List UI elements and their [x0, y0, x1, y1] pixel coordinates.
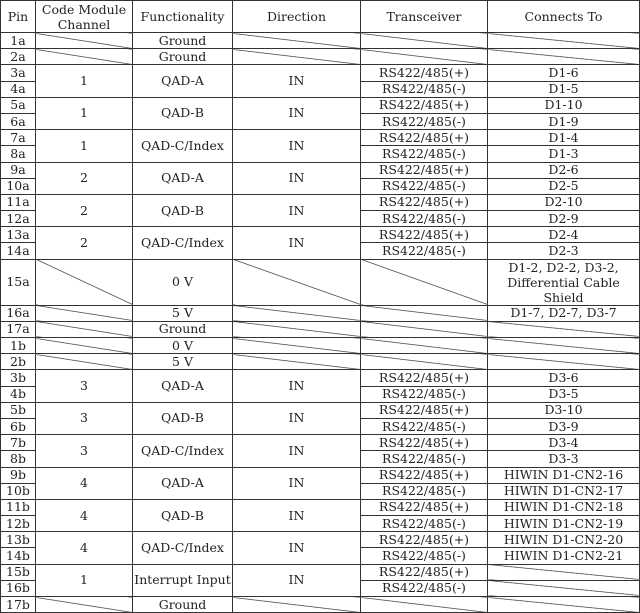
pin-cell: 8a [1, 146, 36, 162]
transceiver-cell: RS422/485(+) [361, 402, 488, 418]
table-row [1, 564, 640, 580]
channel-cell: 1 [36, 564, 133, 596]
direction-cell: IN [233, 65, 361, 97]
transceiver-cell-empty [361, 49, 488, 65]
transceiver-cell-empty [361, 305, 488, 321]
connects-to-cell: D1-10 [488, 97, 640, 113]
channel-cell: 4 [36, 499, 133, 531]
functionality-cell: Ground [133, 597, 233, 613]
direction-cell-empty [233, 305, 361, 321]
connects-to-cell: D1-3 [488, 146, 640, 162]
functionality-cell: Ground [133, 321, 233, 337]
pin-cell: 16a [1, 305, 36, 321]
connects-to-cell: D2-4 [488, 227, 640, 243]
pin-cell: 13b [1, 532, 36, 548]
table-row [1, 532, 640, 548]
connects-to-cell: D2-10 [488, 194, 640, 210]
transceiver-cell-empty [361, 259, 488, 305]
transceiver-cell: RS422/485(-) [361, 548, 488, 564]
pin-cell: 6a [1, 113, 36, 129]
pin-cell: 17b [1, 597, 36, 613]
channel-cell-empty [36, 338, 133, 354]
pin-cell: 9b [1, 467, 36, 483]
table-row [1, 49, 640, 65]
table-row [1, 97, 640, 113]
connects-to-cell: D2-3 [488, 243, 640, 259]
channel-cell: 3 [36, 435, 133, 467]
pin-cell: 4a [1, 81, 36, 97]
connects-to-cell-empty [488, 33, 640, 49]
transceiver-cell: RS422/485(-) [361, 146, 488, 162]
channel-cell-empty [36, 597, 133, 613]
connects-to-cell-empty [488, 338, 640, 354]
direction-cell: IN [233, 97, 361, 129]
table-row [1, 597, 640, 613]
channel-cell: 3 [36, 370, 133, 402]
channel-cell: 4 [36, 532, 133, 564]
pin-cell: 5a [1, 97, 36, 113]
connects-to-cell: D2-5 [488, 178, 640, 194]
pin-cell: 10b [1, 483, 36, 499]
pin-cell: 4b [1, 386, 36, 402]
pin-cell: 7a [1, 130, 36, 146]
functionality-cell: Ground [133, 33, 233, 49]
channel-cell-empty [36, 49, 133, 65]
transceiver-cell: RS422/485(+) [361, 564, 488, 580]
direction-cell: IN [233, 227, 361, 259]
connects-to-cell: HIWIN D1-CN2-19 [488, 516, 640, 532]
pin-cell: 3b [1, 370, 36, 386]
connects-to-cell: D3-9 [488, 418, 640, 434]
table-row [1, 305, 640, 321]
direction-cell: IN [233, 402, 361, 434]
direction-cell-empty [233, 33, 361, 49]
connects-to-cell: D1-6 [488, 65, 640, 81]
table-row [1, 259, 640, 305]
connects-to-cell: D3-5 [488, 386, 640, 402]
connects-to-cell-empty [488, 354, 640, 370]
transceiver-cell: RS422/485(-) [361, 243, 488, 259]
direction-cell-empty [233, 338, 361, 354]
channel-cell: 1 [36, 97, 133, 129]
pin-cell: 1a [1, 33, 36, 49]
transceiver-cell-empty [361, 354, 488, 370]
functionality-cell: QAD-B [133, 499, 233, 531]
functionality-cell: QAD-A [133, 162, 233, 194]
pin-cell: 13a [1, 227, 36, 243]
pin-cell: 17a [1, 321, 36, 337]
functionality-cell: QAD-C/Index [133, 435, 233, 467]
direction-cell: IN [233, 194, 361, 226]
pin-cell: 12b [1, 516, 36, 532]
channel-cell: 1 [36, 130, 133, 162]
pin-cell: 5b [1, 402, 36, 418]
table-row [1, 321, 640, 337]
table-row [1, 370, 640, 386]
transceiver-cell: RS422/485(-) [361, 483, 488, 499]
table-row [1, 162, 640, 178]
functionality-cell: Interrupt Input [133, 564, 233, 596]
transceiver-cell: RS422/485(+) [361, 435, 488, 451]
transceiver-cell: RS422/485(-) [361, 418, 488, 434]
transceiver-cell: RS422/485(+) [361, 467, 488, 483]
functionality-cell: 5 V [133, 305, 233, 321]
table-row [1, 354, 640, 370]
pin-cell: 2a [1, 49, 36, 65]
header-functionality: Functionality [133, 1, 233, 33]
pin-cell: 8b [1, 451, 36, 467]
functionality-cell: QAD-A [133, 65, 233, 97]
connects-to-cell: D3-3 [488, 451, 640, 467]
connects-to-cell: D3-10 [488, 402, 640, 418]
direction-cell: IN [233, 467, 361, 499]
functionality-cell: Ground [133, 49, 233, 65]
connects-to-cell-empty [488, 597, 640, 613]
channel-cell-empty [36, 305, 133, 321]
direction-cell: IN [233, 499, 361, 531]
pin-cell: 6b [1, 418, 36, 434]
channel-cell: 3 [36, 402, 133, 434]
pin-cell: 14a [1, 243, 36, 259]
pin-cell: 10a [1, 178, 36, 194]
connects-to-cell: HIWIN D1-CN2-16 [488, 467, 640, 483]
channel-cell-empty [36, 321, 133, 337]
table-row [1, 499, 640, 515]
functionality-cell: QAD-B [133, 97, 233, 129]
channel-cell-empty [36, 259, 133, 305]
functionality-cell: 5 V [133, 354, 233, 370]
pin-cell: 11a [1, 194, 36, 210]
transceiver-cell: RS422/485(+) [361, 532, 488, 548]
channel-cell: 2 [36, 194, 133, 226]
transceiver-cell: RS422/485(+) [361, 97, 488, 113]
channel-cell: 1 [36, 65, 133, 97]
connects-to-cell-empty [488, 49, 640, 65]
connects-to-cell-empty [488, 321, 640, 337]
functionality-cell: QAD-A [133, 467, 233, 499]
direction-cell: IN [233, 162, 361, 194]
table-row [1, 194, 640, 210]
table-row [1, 435, 640, 451]
connects-to-cell: D1-4 [488, 130, 640, 146]
transceiver-cell: RS422/485(+) [361, 130, 488, 146]
direction-cell-empty [233, 597, 361, 613]
connects-to-cell: D3-6 [488, 370, 640, 386]
channel-cell: 2 [36, 162, 133, 194]
connects-to-cell: D3-4 [488, 435, 640, 451]
functionality-cell: QAD-A [133, 370, 233, 402]
direction-cell: IN [233, 435, 361, 467]
transceiver-cell: RS422/485(-) [361, 113, 488, 129]
direction-cell: IN [233, 532, 361, 564]
connects-to-cell: HIWIN D1-CN2-20 [488, 532, 640, 548]
channel-cell-empty [36, 354, 133, 370]
direction-cell-empty [233, 259, 361, 305]
pin-cell: 3a [1, 65, 36, 81]
direction-cell: IN [233, 130, 361, 162]
connects-to-cell: HIWIN D1-CN2-17 [488, 483, 640, 499]
connects-to-cell: D2-9 [488, 211, 640, 227]
transceiver-cell: RS422/485(-) [361, 386, 488, 402]
transceiver-cell-empty [361, 321, 488, 337]
connects-to-cell-empty [488, 564, 640, 580]
channel-cell-empty [36, 33, 133, 49]
connects-to-cell: D2-6 [488, 162, 640, 178]
transceiver-cell-empty [361, 338, 488, 354]
header-direction: Direction [233, 1, 361, 33]
pin-cell: 2b [1, 354, 36, 370]
transceiver-cell: RS422/485(+) [361, 499, 488, 515]
functionality-cell: QAD-C/Index [133, 130, 233, 162]
header-transceiver: Transceiver [361, 1, 488, 33]
transceiver-cell: RS422/485(+) [361, 227, 488, 243]
connects-to-cell: D1-7, D2-7, D3-7 [488, 305, 640, 321]
direction-cell: IN [233, 370, 361, 402]
transceiver-cell: RS422/485(-) [361, 81, 488, 97]
functionality-cell: QAD-C/Index [133, 227, 233, 259]
channel-cell: 2 [36, 227, 133, 259]
pin-cell: 1b [1, 338, 36, 354]
header-connects-to: Connects To [488, 1, 640, 33]
transceiver-cell: RS422/485(-) [361, 451, 488, 467]
table-row [1, 130, 640, 146]
pin-cell: 14b [1, 548, 36, 564]
transceiver-cell: RS422/485(-) [361, 516, 488, 532]
connects-to-cell: HIWIN D1-CN2-21 [488, 548, 640, 564]
table-row [1, 33, 640, 49]
transceiver-cell: RS422/485(+) [361, 65, 488, 81]
functionality-cell: 0 V [133, 338, 233, 354]
connects-to-cell-empty [488, 580, 640, 596]
table-row [1, 227, 640, 243]
functionality-cell: QAD-C/Index [133, 532, 233, 564]
connects-to-cell: D1-9 [488, 113, 640, 129]
header-channel: Code Module Channel [36, 1, 133, 33]
connects-to-cell: HIWIN D1-CN2-18 [488, 499, 640, 515]
functionality-cell: 0 V [133, 259, 233, 305]
direction-cell: IN [233, 564, 361, 596]
functionality-cell: QAD-B [133, 194, 233, 226]
header-row [1, 1, 640, 33]
channel-cell: 4 [36, 467, 133, 499]
pin-cell: 7b [1, 435, 36, 451]
direction-cell-empty [233, 321, 361, 337]
transceiver-cell: RS422/485(-) [361, 211, 488, 227]
table-row [1, 65, 640, 81]
functionality-cell: QAD-B [133, 402, 233, 434]
transceiver-cell: RS422/485(+) [361, 370, 488, 386]
connects-to-cell: D1-5 [488, 81, 640, 97]
pin-cell: 15a [1, 259, 36, 305]
transceiver-cell-empty [361, 33, 488, 49]
pin-cell: 9a [1, 162, 36, 178]
pin-cell: 12a [1, 211, 36, 227]
pin-cell: 16b [1, 580, 36, 596]
header-pin: Pin [1, 1, 36, 33]
direction-cell-empty [233, 49, 361, 65]
transceiver-cell: RS422/485(+) [361, 194, 488, 210]
transceiver-cell: RS422/485(-) [361, 580, 488, 596]
transceiver-cell: RS422/485(+) [361, 162, 488, 178]
pin-cell: 15b [1, 564, 36, 580]
table-row [1, 338, 640, 354]
table-row [1, 467, 640, 483]
table-row [1, 402, 640, 418]
connects-to-cell: D1-2, D2-2, D3-2, Differential Cable Shield [488, 259, 640, 305]
pin-cell: 11b [1, 499, 36, 515]
direction-cell-empty [233, 354, 361, 370]
transceiver-cell-empty [361, 597, 488, 613]
transceiver-cell: RS422/485(-) [361, 178, 488, 194]
